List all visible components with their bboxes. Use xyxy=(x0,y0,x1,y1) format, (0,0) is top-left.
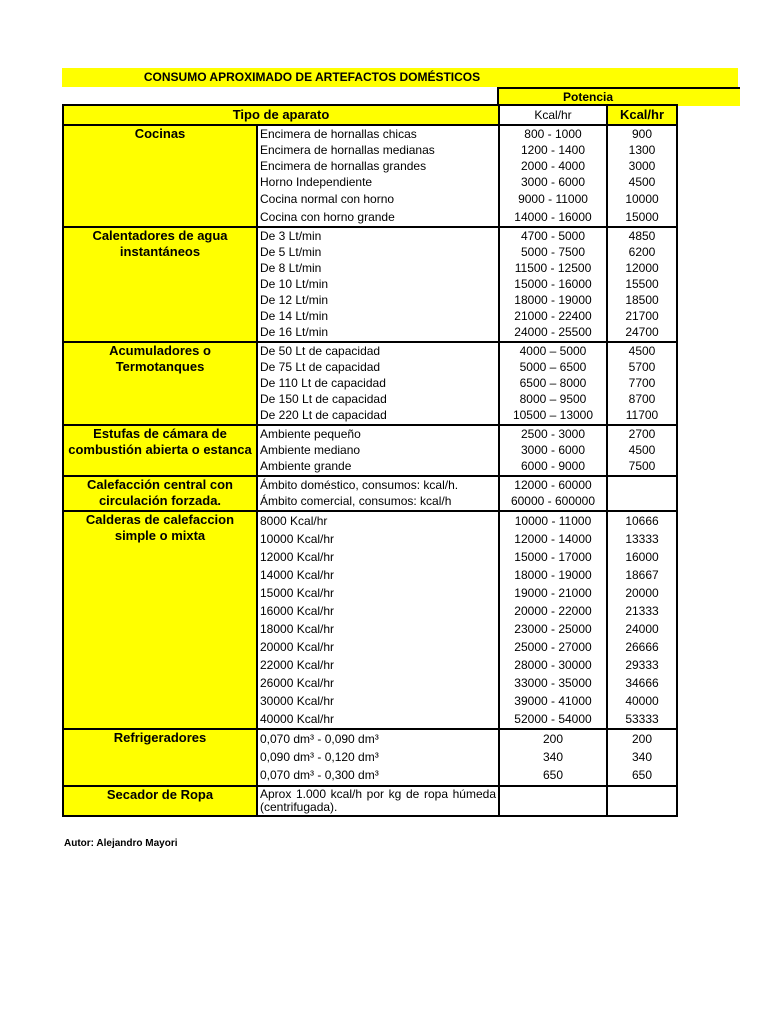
kcal-range-value: 5000 - 7500 xyxy=(520,245,586,259)
appliance-description: 40000 Kcal/hr xyxy=(260,712,335,726)
kcal-range-value: 21000 - 22400 xyxy=(514,309,592,323)
appliance-description: De 3 Lt/min xyxy=(260,229,322,243)
kcal-range-cell xyxy=(499,729,607,786)
description-cell xyxy=(257,786,499,816)
kcal-range-value: 3000 - 6000 xyxy=(520,443,586,457)
kcal-range-value: 60000 - 600000 xyxy=(510,494,596,508)
kcal-average-value: 21333 xyxy=(625,604,659,618)
table-row xyxy=(63,227,677,342)
category-cell: Estufas de cámara de combustión abierta o estanca xyxy=(63,425,257,476)
table-row xyxy=(63,425,677,476)
appliance-description: 10000 Kcal/hr xyxy=(260,532,335,546)
kcal-range-cell xyxy=(499,511,607,729)
appliance-description: 0,090 dm³ - 0,120 dm³ xyxy=(260,750,379,764)
appliance-description: 0,070 dm³ - 0,090 dm³ xyxy=(260,732,379,746)
kcal-range-value: 24000 - 25500 xyxy=(514,325,592,339)
potencia-label: Potencia xyxy=(562,90,613,104)
appliance-description: Encimera de hornallas chicas xyxy=(260,127,417,141)
kcal-average-cell xyxy=(607,476,677,511)
appliance-description: 16000 Kcal/hr xyxy=(260,604,335,618)
kcal-average-value: 12000 xyxy=(625,261,659,275)
kcal-average-value: 7700 xyxy=(628,376,656,390)
kcal-range-value: 10000 - 11000 xyxy=(514,514,592,528)
kcal-range-value: 23000 - 25000 xyxy=(514,622,592,636)
kcal-average-cell xyxy=(607,511,677,729)
header-kcal-range: Kcal/hr xyxy=(499,105,607,125)
appliance-description: Cocina normal con horno xyxy=(260,192,395,206)
appliance-description: 20000 Kcal/hr xyxy=(260,640,335,654)
kcal-range-cell xyxy=(499,476,607,511)
kcal-average-cell xyxy=(607,425,677,476)
appliance-description: De 110 Lt de capacidad xyxy=(260,376,386,390)
appliance-description: Cocina con horno grande xyxy=(260,210,395,224)
kcal-range-value: 15000 - 16000 xyxy=(514,277,592,291)
category-cell: Cocinas xyxy=(63,125,257,227)
document-title-band xyxy=(62,68,738,87)
category-cell: Calderas de calefaccion simple o mixta xyxy=(63,511,257,729)
kcal-range-value: 52000 - 54000 xyxy=(514,712,592,726)
appliance-description: De 10 Lt/min xyxy=(260,277,329,291)
kcal-average-value: 15500 xyxy=(625,277,659,291)
appliance-description: De 12 Lt/min xyxy=(260,293,329,307)
kcal-range-value: 28000 - 30000 xyxy=(514,658,592,672)
appliance-description: Ámbito doméstico, consumos: kcal/h. xyxy=(260,478,459,492)
appliance-description: 8000 Kcal/hr xyxy=(260,514,328,528)
kcal-average-value: 21700 xyxy=(625,309,659,323)
appliance-description: Encimera de hornallas grandes xyxy=(260,159,427,173)
appliance-description: De 50 Lt de capacidad xyxy=(260,344,381,358)
kcal-average-value: 6200 xyxy=(628,245,656,259)
appliance-description: Encimera de hornallas medianas xyxy=(260,143,435,157)
kcal-range-value: 19000 - 21000 xyxy=(514,586,592,600)
kcal-average-value: 18667 xyxy=(625,568,659,582)
kcal-range-value: 25000 - 27000 xyxy=(514,640,592,654)
kcal-range-value: 18000 - 19000 xyxy=(514,293,592,307)
kcal-range-value: 340 xyxy=(542,750,564,764)
kcal-range-value: 2500 - 3000 xyxy=(520,427,586,441)
kcal-range-value: 6500 – 8000 xyxy=(519,376,587,390)
appliance-description: De 14 Lt/min xyxy=(260,309,329,323)
kcal-range-value: 18000 - 19000 xyxy=(514,568,592,582)
kcal-average-value: 10666 xyxy=(625,514,659,528)
kcal-average-value: 34666 xyxy=(625,676,659,690)
table-row xyxy=(63,511,677,729)
kcal-range-value: 15000 - 17000 xyxy=(514,550,592,564)
kcal-range-value: 2000 - 4000 xyxy=(520,159,586,173)
kcal-range-value: 200 xyxy=(542,732,564,746)
kcal-average-value: 15000 xyxy=(625,210,659,224)
header-kcal-avg: Kcal/hr xyxy=(607,105,677,125)
table-row xyxy=(63,125,677,227)
appliance-description: 18000 Kcal/hr xyxy=(260,622,335,636)
category-cell: Refrigeradores xyxy=(63,729,257,786)
appliance-description: Horno Independiente xyxy=(260,175,373,189)
description-cell xyxy=(257,476,499,511)
header-row xyxy=(63,105,677,125)
appliance-table xyxy=(62,104,678,817)
kcal-average-value: 24000 xyxy=(625,622,659,636)
table-row xyxy=(63,342,677,425)
table-row xyxy=(63,729,677,786)
kcal-average-value: 7500 xyxy=(628,459,656,473)
kcal-range-cell xyxy=(499,786,607,816)
kcal-average-value: 3000 xyxy=(628,159,656,173)
table-body xyxy=(63,125,677,816)
kcal-range-value: 3000 - 6000 xyxy=(520,175,586,189)
kcal-average-value: 11700 xyxy=(625,408,659,422)
kcal-range-value: 14000 - 16000 xyxy=(514,210,592,224)
kcal-average-value xyxy=(608,787,676,815)
category-cell: Calentadores de agua instantáneos xyxy=(63,227,257,342)
kcal-range-cell xyxy=(499,342,607,425)
kcal-range-value: 12000 - 60000 xyxy=(514,478,592,492)
kcal-average-cell xyxy=(607,125,677,227)
kcal-average-value: 29333 xyxy=(625,658,659,672)
kcal-average-value: 4500 xyxy=(628,175,656,189)
description-cell xyxy=(257,227,499,342)
appliance-description: Ambiente mediano xyxy=(260,443,361,457)
appliance-description: Aprox 1.000 kcal/h por kg de ropa húmeda (centrifugada). xyxy=(260,787,496,814)
kcal-average-value: 16000 xyxy=(625,550,659,564)
kcal-range-cell xyxy=(499,125,607,227)
kcal-average-cell xyxy=(607,342,677,425)
author-credit: Autor: Alejandro Mayori xyxy=(64,838,178,849)
kcal-average-value: 26666 xyxy=(625,640,659,654)
kcal-average-value xyxy=(608,477,676,493)
appliance-description: 22000 Kcal/hr xyxy=(260,658,335,672)
description-cell xyxy=(257,125,499,227)
kcal-average-value: 18500 xyxy=(625,293,659,307)
kcal-average-value: 53333 xyxy=(625,712,659,726)
appliance-description: De 150 Lt de capacidad xyxy=(260,392,387,406)
kcal-range-value: 11500 - 12500 xyxy=(514,261,592,275)
kcal-average-value: 4500 xyxy=(628,443,656,457)
kcal-range-value: 800 - 1000 xyxy=(524,127,582,141)
kcal-range-value: 10500 – 13000 xyxy=(512,408,594,422)
appliance-description: De 75 Lt de capacidad xyxy=(260,360,381,374)
appliance-description: De 220 Lt de capacidad xyxy=(260,408,387,422)
kcal-range-value: 650 xyxy=(542,768,564,782)
category-cell: Acumuladores o Termotanques xyxy=(63,342,257,425)
kcal-average-value: 13333 xyxy=(625,532,659,546)
kcal-average-value: 40000 xyxy=(625,694,659,708)
description-cell xyxy=(257,729,499,786)
kcal-average-value: 24700 xyxy=(625,325,659,339)
kcal-average-value xyxy=(608,493,676,510)
appliance-description: 12000 Kcal/hr xyxy=(260,550,335,564)
kcal-average-value: 4850 xyxy=(628,229,656,243)
kcal-average-value: 10000 xyxy=(625,192,659,206)
kcal-range-value: 1200 - 1400 xyxy=(520,143,586,157)
table-row xyxy=(63,476,677,511)
appliance-description: De 16 Lt/min xyxy=(260,325,329,339)
kcal-average-value: 200 xyxy=(631,732,653,746)
kcal-range-cell xyxy=(499,425,607,476)
kcal-range-value: 33000 - 35000 xyxy=(514,676,592,690)
appliance-description: 14000 Kcal/hr xyxy=(260,568,335,582)
kcal-range-value: 20000 - 22000 xyxy=(514,604,592,618)
kcal-range-value: 8000 – 9500 xyxy=(519,392,587,406)
kcal-range-value: 4000 – 5000 xyxy=(519,344,587,358)
appliance-description: 15000 Kcal/hr xyxy=(260,586,335,600)
kcal-average-value: 340 xyxy=(631,750,653,764)
kcal-average-value: 1300 xyxy=(628,143,656,157)
kcal-range-value: 12000 - 14000 xyxy=(514,532,592,546)
kcal-average-cell xyxy=(607,227,677,342)
appliance-description: Ambiente pequeño xyxy=(260,427,361,441)
appliance-description: Ámbito comercial, consumos: kcal/h xyxy=(260,494,452,508)
appliance-description: De 8 Lt/min xyxy=(260,261,322,275)
kcal-average-value: 650 xyxy=(631,768,653,782)
kcal-range-value: 5000 – 6500 xyxy=(519,360,587,374)
kcal-range-cell xyxy=(499,227,607,342)
kcal-range-value xyxy=(500,787,606,815)
kcal-average-value: 8700 xyxy=(628,392,656,406)
document-title: CONSUMO APROXIMADO DE ARTEFACTOS DOMÉSTICOS xyxy=(143,70,481,84)
kcal-average-value: 2700 xyxy=(628,427,656,441)
category-cell: Secador de Ropa xyxy=(63,786,257,816)
appliance-description: 30000 Kcal/hr xyxy=(260,694,335,708)
kcal-average-value: 20000 xyxy=(625,586,659,600)
kcal-average-cell xyxy=(607,786,677,816)
description-cell xyxy=(257,425,499,476)
kcal-range-value: 39000 - 41000 xyxy=(514,694,592,708)
appliance-description: 0,070 dm³ - 0,300 dm³ xyxy=(260,768,379,782)
kcal-average-value: 900 xyxy=(631,127,653,141)
description-cell xyxy=(257,342,499,425)
description-cell xyxy=(257,511,499,729)
kcal-average-value: 4500 xyxy=(628,344,656,358)
appliance-description: De 5 Lt/min xyxy=(260,245,322,259)
kcal-average-value: 5700 xyxy=(628,360,656,374)
table-row xyxy=(63,786,677,816)
kcal-range-value: 4700 - 5000 xyxy=(520,229,586,243)
kcal-range-value: 6000 - 9000 xyxy=(520,459,586,473)
appliance-description: Ambiente grande xyxy=(260,459,352,473)
appliance-description: 26000 Kcal/hr xyxy=(260,676,335,690)
header-tipo: Tipo de aparato xyxy=(63,105,499,125)
kcal-range-value: 9000 - 11000 xyxy=(518,192,588,206)
category-cell: Calefacción central con circulación forzada. xyxy=(63,476,257,511)
kcal-average-cell xyxy=(607,729,677,786)
